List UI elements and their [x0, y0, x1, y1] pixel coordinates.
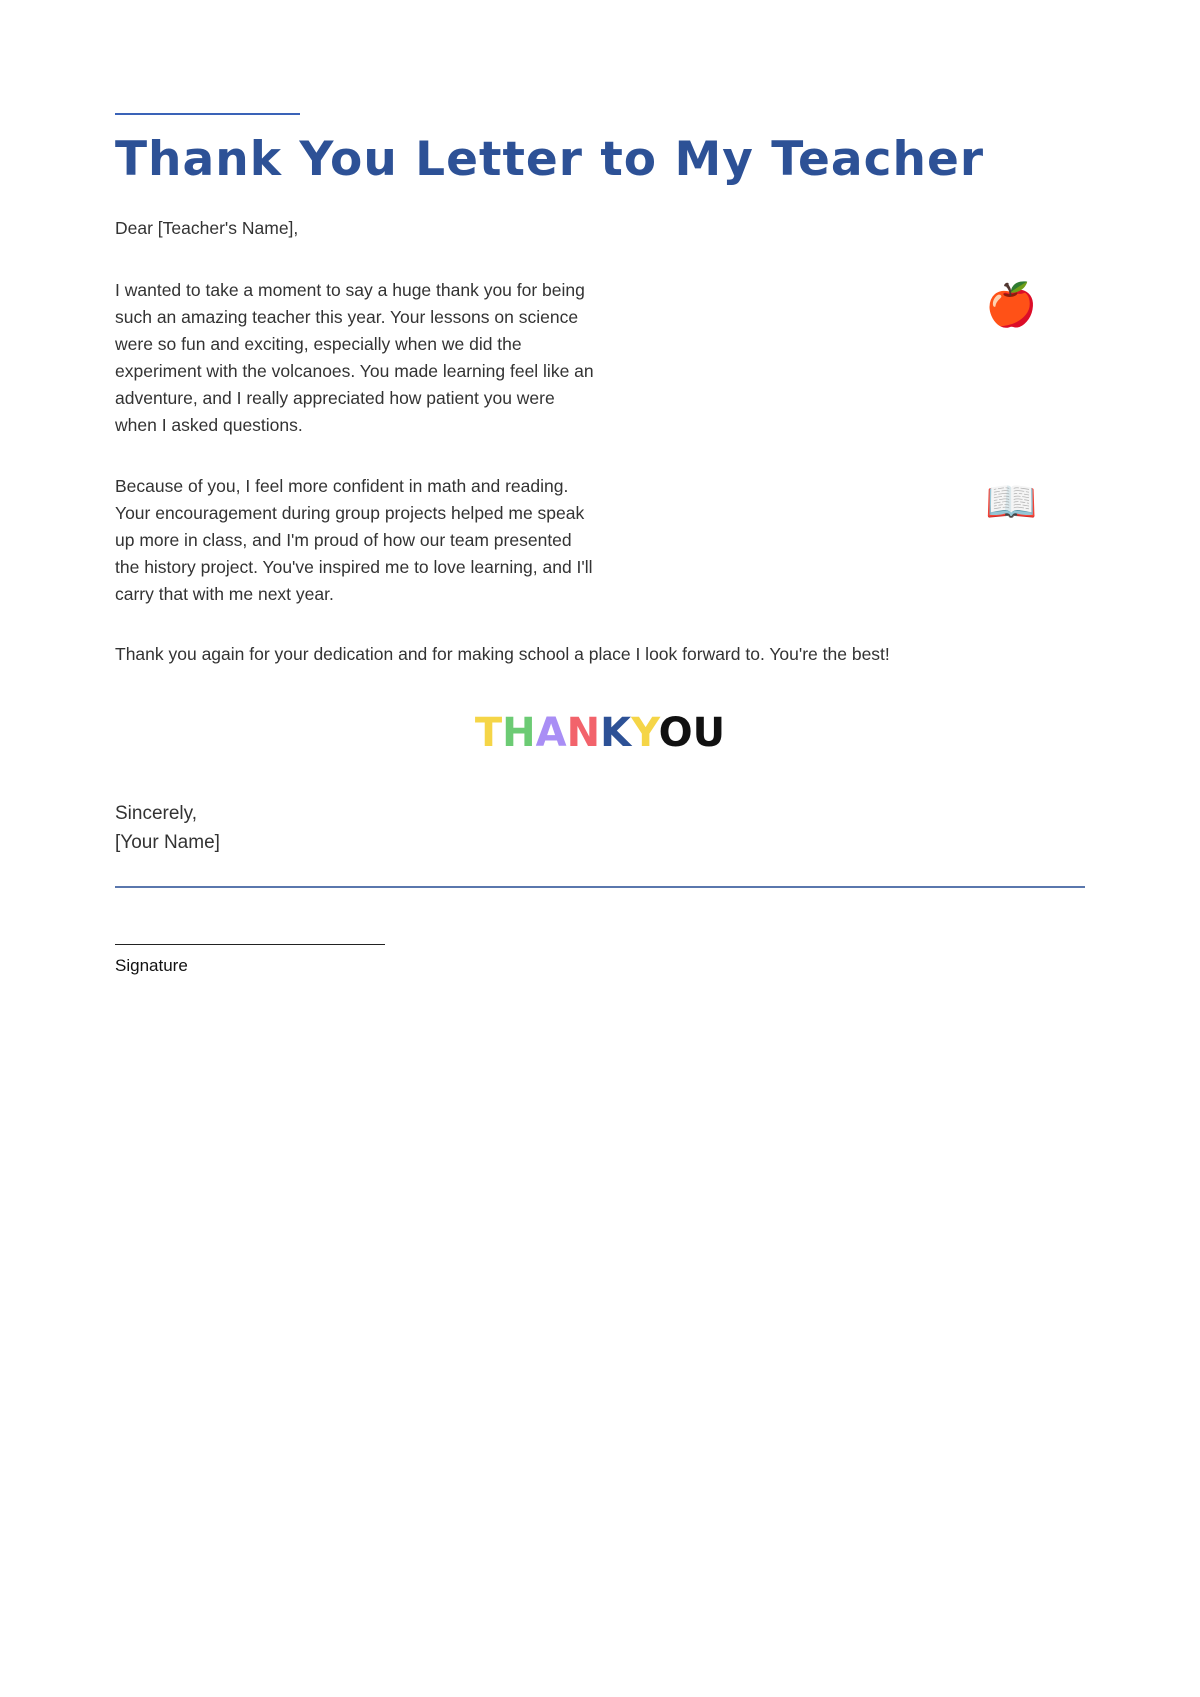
top-accent-rule [115, 113, 300, 115]
banner-letter: N [566, 710, 601, 756]
sender-name: [Your Name] [115, 832, 220, 853]
body-paragraph-2: Because of you, I feel more confident in math and reading. Your encouragement during group projects helped me speak up more in class, and I'm proud of how our team presented the history project. You've inspired me to love learning, and I'll carry that with me next year. [115, 476, 593, 604]
banner-letter: T [474, 710, 503, 756]
signature-label: Signature [115, 956, 188, 975]
sign-off-text: Sincerely, [115, 803, 198, 824]
banner-letter: O [658, 710, 693, 756]
banner-letter: H [502, 710, 536, 756]
sign-off-block [115, 799, 220, 857]
open-book-icon: 📖 [985, 478, 1038, 525]
body-paragraph-1: I wanted to take a moment to say a huge thank you for being such an amazing teacher this year. Your lessons on science were so fun and exciting, especially when we did the experiment with the volcanoes. You made learning feel like an adventure, and I really appreciated how patient you were when I asked questions. [115, 280, 594, 435]
banner-letter: Y [631, 710, 659, 756]
letter-title: Thank You Letter to My Teacher [115, 132, 985, 187]
signature-line [115, 944, 385, 945]
closing-paragraph: Thank you again for your dedication and for making school a place I look forward to. You're the best! [115, 644, 890, 664]
banner-letter: K [600, 710, 632, 756]
apple-icon: 🍎 [985, 281, 1038, 328]
thank-you-banner [115, 710, 1085, 756]
banner-letter: A [535, 710, 567, 756]
banner-letter: U [692, 710, 726, 756]
salutation: Dear [Teacher's Name], [115, 218, 299, 238]
divider-rule [115, 886, 1085, 888]
